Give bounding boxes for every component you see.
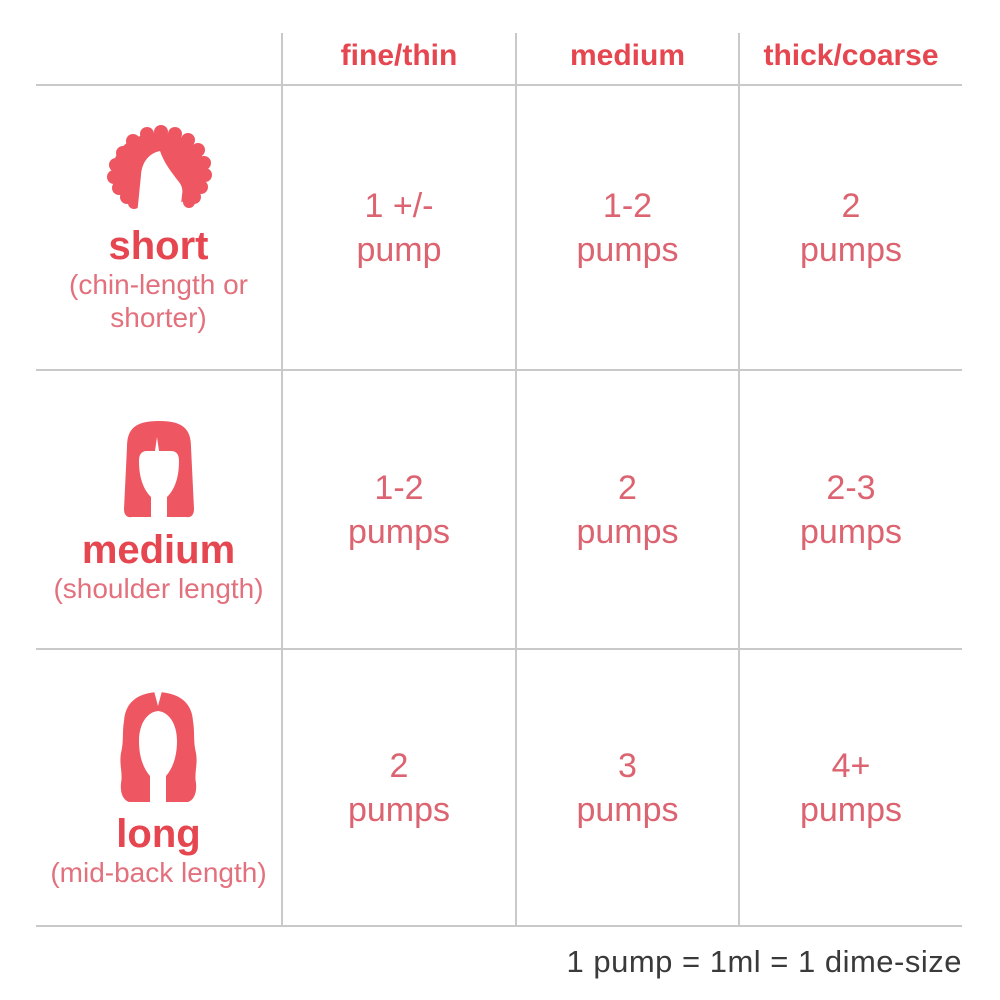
cell-short-fine-thin: [283, 86, 517, 371]
cell-long-thick-coarse: [740, 650, 962, 927]
pump-amount: 1-2: [602, 186, 653, 225]
pump-amount: 2: [389, 746, 409, 785]
cell-medium-fine-thin: [283, 371, 517, 650]
pump-amount: 1-2: [374, 468, 424, 507]
pump-unit: pumps: [347, 790, 451, 829]
pump-unit: pumps: [576, 790, 679, 829]
pump-amount: 2: [841, 186, 861, 225]
row-header-short: [36, 86, 283, 371]
col-header-fine-thin: [283, 33, 517, 86]
cell-medium-medium: [517, 371, 740, 650]
conversion-footnote: 1 pump = 1ml = 1 dime-size: [566, 944, 962, 979]
pump-unit: pumps: [799, 790, 903, 829]
col-header-medium: [517, 33, 740, 86]
pump-unit: pump: [356, 230, 442, 269]
col-header-label: fine/thin: [340, 38, 458, 72]
cell-short-medium: [517, 86, 740, 371]
col-header-thick-coarse: [740, 33, 962, 86]
cell-long-medium: [517, 650, 740, 927]
row-label: short: [108, 224, 209, 269]
row-label: medium: [81, 528, 236, 573]
row-sublabel: (chin-length or shorter): [69, 269, 248, 333]
pump-amount: 3: [618, 746, 637, 785]
pump-amount: 4+: [831, 746, 871, 785]
row-label: long: [116, 812, 201, 857]
pump-unit: pumps: [799, 230, 903, 269]
medium-bob-hair-icon: [119, 417, 199, 519]
row-header-medium: [36, 371, 283, 650]
pump-unit: pumps: [799, 512, 903, 551]
col-header-label: medium: [569, 38, 686, 72]
row-header-long: [36, 650, 283, 927]
pump-amount: 1 +/-: [364, 186, 434, 225]
pump-unit: pumps: [576, 512, 679, 551]
pump-unit: pumps: [347, 512, 451, 551]
cell-medium-thick-coarse: [740, 371, 962, 650]
short-curly-hair-icon: [103, 125, 215, 215]
long-hair-icon: [110, 689, 207, 803]
pump-unit: pumps: [576, 230, 679, 269]
dosage-table: [36, 33, 962, 927]
cell-long-fine-thin: [283, 650, 517, 927]
col-header-label: thick/coarse: [763, 38, 939, 72]
corner-cell: [36, 33, 283, 86]
pump-amount: 2-3: [826, 468, 876, 507]
row-sublabel: (mid-back length): [50, 857, 267, 889]
row-sublabel: (shoulder length): [53, 573, 264, 605]
cell-short-thick-coarse: [740, 86, 962, 371]
pump-amount: 2: [618, 468, 637, 507]
